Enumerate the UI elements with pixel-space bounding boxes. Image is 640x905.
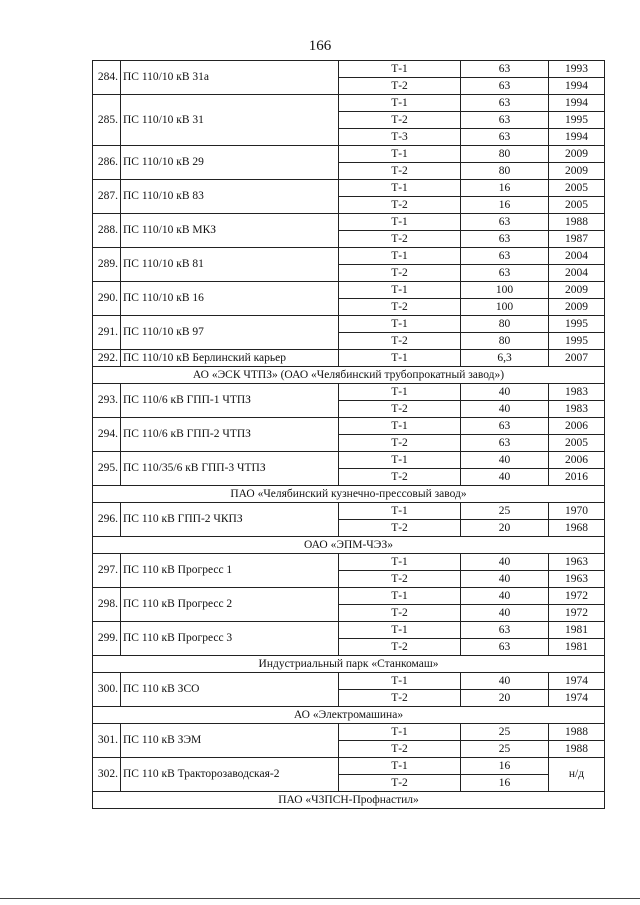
commission-year: 2004 [549, 248, 605, 265]
row-number: 284. [93, 61, 121, 95]
transformer-power: 6,3 [461, 350, 549, 367]
row-number: 300. [93, 673, 121, 707]
substation-name: ПС 110/6 кВ ГПП-1 ЧТПЗ [121, 384, 339, 418]
commission-year: 2005 [549, 180, 605, 197]
transformer-row [93, 350, 605, 367]
row-number: 295. [93, 452, 121, 486]
transformer-id: Т-2 [339, 112, 461, 129]
row-number: 292. [93, 350, 121, 367]
organization-name: ОАО «ЭПМ-ЧЭЗ» [93, 537, 605, 554]
commission-year: 2009 [549, 282, 605, 299]
commission-year: 1981 [549, 622, 605, 639]
transformer-power: 80 [461, 163, 549, 180]
commission-year: 1994 [549, 129, 605, 146]
organization-name: Индустриальный парк «Станкомаш» [93, 656, 605, 673]
substation-name: ПС 110 кВ ЗЭМ [121, 724, 339, 758]
transformer-power: 63 [461, 129, 549, 146]
transformer-power: 100 [461, 282, 549, 299]
row-number: 293. [93, 384, 121, 418]
transformer-id: Т-1 [339, 554, 461, 571]
commission-year: 1988 [549, 214, 605, 231]
commission-year: 1987 [549, 231, 605, 248]
substation-name: ПС 110/10 кВ 31 [121, 95, 339, 146]
row-number: 285. [93, 95, 121, 146]
transformer-row [93, 724, 605, 741]
row-number: 291. [93, 316, 121, 350]
substation-name: ПС 110 кВ Тракторозаводская-2 [121, 758, 339, 792]
transformer-power: 40 [461, 384, 549, 401]
commission-year: 2016 [549, 469, 605, 486]
row-number: 301. [93, 724, 121, 758]
organization-name: ПАО «Челябинский кузнечно-прессовый завод» [93, 486, 605, 503]
commission-year: 1995 [549, 333, 605, 350]
transformer-id: Т-1 [339, 248, 461, 265]
transformer-power: 40 [461, 605, 549, 622]
transformer-id: Т-2 [339, 469, 461, 486]
transformer-id: Т-1 [339, 180, 461, 197]
substation-name: ПС 110/10 кВ МКЗ [121, 214, 339, 248]
transformer-row [93, 316, 605, 333]
page-bottom-rule [0, 898, 640, 899]
transformer-row [93, 452, 605, 469]
transformer-power: 63 [461, 214, 549, 231]
commission-year: 1983 [549, 401, 605, 418]
transformer-power: 63 [461, 112, 549, 129]
commission-year: 1970 [549, 503, 605, 520]
commission-year: 2006 [549, 452, 605, 469]
commission-year: 1972 [549, 588, 605, 605]
row-number: 299. [93, 622, 121, 656]
transformer-row [93, 673, 605, 690]
transformer-power: 16 [461, 775, 549, 792]
row-number: 296. [93, 503, 121, 537]
commission-year: 1981 [549, 639, 605, 656]
substation-name: ПС 110 кВ ГПП-2 ЧКПЗ [121, 503, 339, 537]
page-number: 166 [308, 38, 332, 54]
transformer-row [93, 61, 605, 78]
transformer-id: Т-2 [339, 333, 461, 350]
transformer-power: 63 [461, 265, 549, 282]
commission-year: 1995 [549, 112, 605, 129]
commission-year: 1963 [549, 571, 605, 588]
transformer-power: 63 [461, 231, 549, 248]
substation-name: ПС 110/10 кВ 97 [121, 316, 339, 350]
substation-table [92, 60, 605, 809]
commission-year: 2009 [549, 299, 605, 316]
transformer-power: 40 [461, 401, 549, 418]
transformer-row [93, 282, 605, 299]
transformer-row [93, 214, 605, 231]
transformer-power: 40 [461, 588, 549, 605]
commission-year: 1974 [549, 673, 605, 690]
commission-year: 1993 [549, 61, 605, 78]
transformer-id: Т-1 [339, 350, 461, 367]
transformer-power: 80 [461, 333, 549, 350]
transformer-id: Т-1 [339, 588, 461, 605]
transformer-id: Т-1 [339, 418, 461, 435]
transformer-power: 63 [461, 95, 549, 112]
transformer-power: 63 [461, 78, 549, 95]
substation-name: ПС 110/10 кВ 83 [121, 180, 339, 214]
commission-year: 2005 [549, 197, 605, 214]
transformer-power: 63 [461, 61, 549, 78]
transformer-power: 80 [461, 146, 549, 163]
organization-header-row [93, 792, 605, 809]
commission-year: 2007 [549, 350, 605, 367]
transformer-power: 40 [461, 673, 549, 690]
commission-year: 1974 [549, 690, 605, 707]
commission-year: 1995 [549, 316, 605, 333]
organization-header-row [93, 537, 605, 554]
commission-year: 1994 [549, 78, 605, 95]
transformer-id: Т-2 [339, 435, 461, 452]
row-number: 290. [93, 282, 121, 316]
substation-name: ПС 110 кВ Прогресс 2 [121, 588, 339, 622]
transformer-power: 100 [461, 299, 549, 316]
substation-name: ПС 110 кВ Прогресс 1 [121, 554, 339, 588]
transformer-power: 40 [461, 469, 549, 486]
organization-header-row [93, 707, 605, 724]
transformer-id: Т-2 [339, 197, 461, 214]
transformer-row [93, 588, 605, 605]
transformer-id: Т-2 [339, 571, 461, 588]
transformer-power: 20 [461, 690, 549, 707]
transformer-power: 25 [461, 724, 549, 741]
transformer-power: 63 [461, 418, 549, 435]
transformer-id: Т-2 [339, 265, 461, 282]
transformer-id: Т-1 [339, 503, 461, 520]
transformer-row [93, 503, 605, 520]
transformer-id: Т-3 [339, 129, 461, 146]
row-number: 297. [93, 554, 121, 588]
transformer-power: 63 [461, 248, 549, 265]
transformer-power: 40 [461, 452, 549, 469]
transformer-id: Т-1 [339, 282, 461, 299]
commission-year: н/д [549, 758, 605, 792]
transformer-id: Т-2 [339, 78, 461, 95]
transformer-row [93, 622, 605, 639]
row-number: 287. [93, 180, 121, 214]
transformer-id: Т-1 [339, 95, 461, 112]
row-number: 294. [93, 418, 121, 452]
transformer-power: 63 [461, 639, 549, 656]
substation-name: ПС 110 кВ ЗСО [121, 673, 339, 707]
commission-year: 1983 [549, 384, 605, 401]
transformer-id: Т-2 [339, 605, 461, 622]
transformer-id: Т-2 [339, 163, 461, 180]
organization-header-row [93, 367, 605, 384]
transformer-id: Т-2 [339, 639, 461, 656]
commission-year: 1988 [549, 724, 605, 741]
row-number: 298. [93, 588, 121, 622]
transformer-row [93, 418, 605, 435]
transformer-id: Т-1 [339, 452, 461, 469]
substation-name: ПС 110/35/6 кВ ГПП-3 ЧТПЗ [121, 452, 339, 486]
transformer-id: Т-1 [339, 622, 461, 639]
commission-year: 1968 [549, 520, 605, 537]
transformer-id: Т-1 [339, 146, 461, 163]
commission-year: 2006 [549, 418, 605, 435]
row-number: 288. [93, 214, 121, 248]
transformer-power: 40 [461, 554, 549, 571]
transformer-id: Т-2 [339, 231, 461, 248]
commission-year: 1963 [549, 554, 605, 571]
transformer-id: Т-1 [339, 384, 461, 401]
organization-name: ПАО «ЧЗПСН-Профнастил» [93, 792, 605, 809]
transformer-id: Т-2 [339, 401, 461, 418]
organization-header-row [93, 656, 605, 673]
transformer-id: Т-2 [339, 520, 461, 537]
transformer-row [93, 248, 605, 265]
organization-name: АО «ЭСК ЧТПЗ» (ОАО «Челябинский трубопрокатный завод») [93, 367, 605, 384]
row-number: 289. [93, 248, 121, 282]
transformer-power: 80 [461, 316, 549, 333]
transformer-id: Т-1 [339, 724, 461, 741]
transformer-id: Т-2 [339, 690, 461, 707]
transformer-power: 63 [461, 435, 549, 452]
commission-year: 1972 [549, 605, 605, 622]
transformer-power: 16 [461, 758, 549, 775]
organization-header-row [93, 486, 605, 503]
transformer-id: Т-2 [339, 741, 461, 758]
substation-name: ПС 110/10 кВ 29 [121, 146, 339, 180]
transformer-power: 63 [461, 622, 549, 639]
row-number: 286. [93, 146, 121, 180]
transformer-row [93, 180, 605, 197]
transformer-row [93, 146, 605, 163]
transformer-power: 20 [461, 520, 549, 537]
transformer-power: 25 [461, 503, 549, 520]
transformer-id: Т-2 [339, 299, 461, 316]
transformer-row [93, 554, 605, 571]
transformer-id: Т-2 [339, 775, 461, 792]
row-number: 302. [93, 758, 121, 792]
substation-name: ПС 110/10 кВ Берлинский карьер [121, 350, 339, 367]
substation-name: ПС 110/10 кВ 16 [121, 282, 339, 316]
transformer-id: Т-1 [339, 316, 461, 333]
transformer-id: Т-1 [339, 214, 461, 231]
substation-name: ПС 110/6 кВ ГПП-2 ЧТПЗ [121, 418, 339, 452]
transformer-power: 16 [461, 197, 549, 214]
transformer-id: Т-1 [339, 673, 461, 690]
transformer-id: Т-1 [339, 758, 461, 775]
transformer-id: Т-1 [339, 61, 461, 78]
commission-year: 2009 [549, 163, 605, 180]
substation-name: ПС 110 кВ Прогресс 3 [121, 622, 339, 656]
organization-name: АО «Электромашина» [93, 707, 605, 724]
transformer-row [93, 384, 605, 401]
transformer-power: 16 [461, 180, 549, 197]
commission-year: 2005 [549, 435, 605, 452]
transformer-power: 25 [461, 741, 549, 758]
commission-year: 2009 [549, 146, 605, 163]
substation-name: ПС 110/10 кВ 81 [121, 248, 339, 282]
transformer-power: 40 [461, 571, 549, 588]
commission-year: 1994 [549, 95, 605, 112]
substation-name: ПС 110/10 кВ 31а [121, 61, 339, 95]
commission-year: 1988 [549, 741, 605, 758]
transformer-row [93, 95, 605, 112]
transformer-row [93, 758, 605, 775]
commission-year: 2004 [549, 265, 605, 282]
